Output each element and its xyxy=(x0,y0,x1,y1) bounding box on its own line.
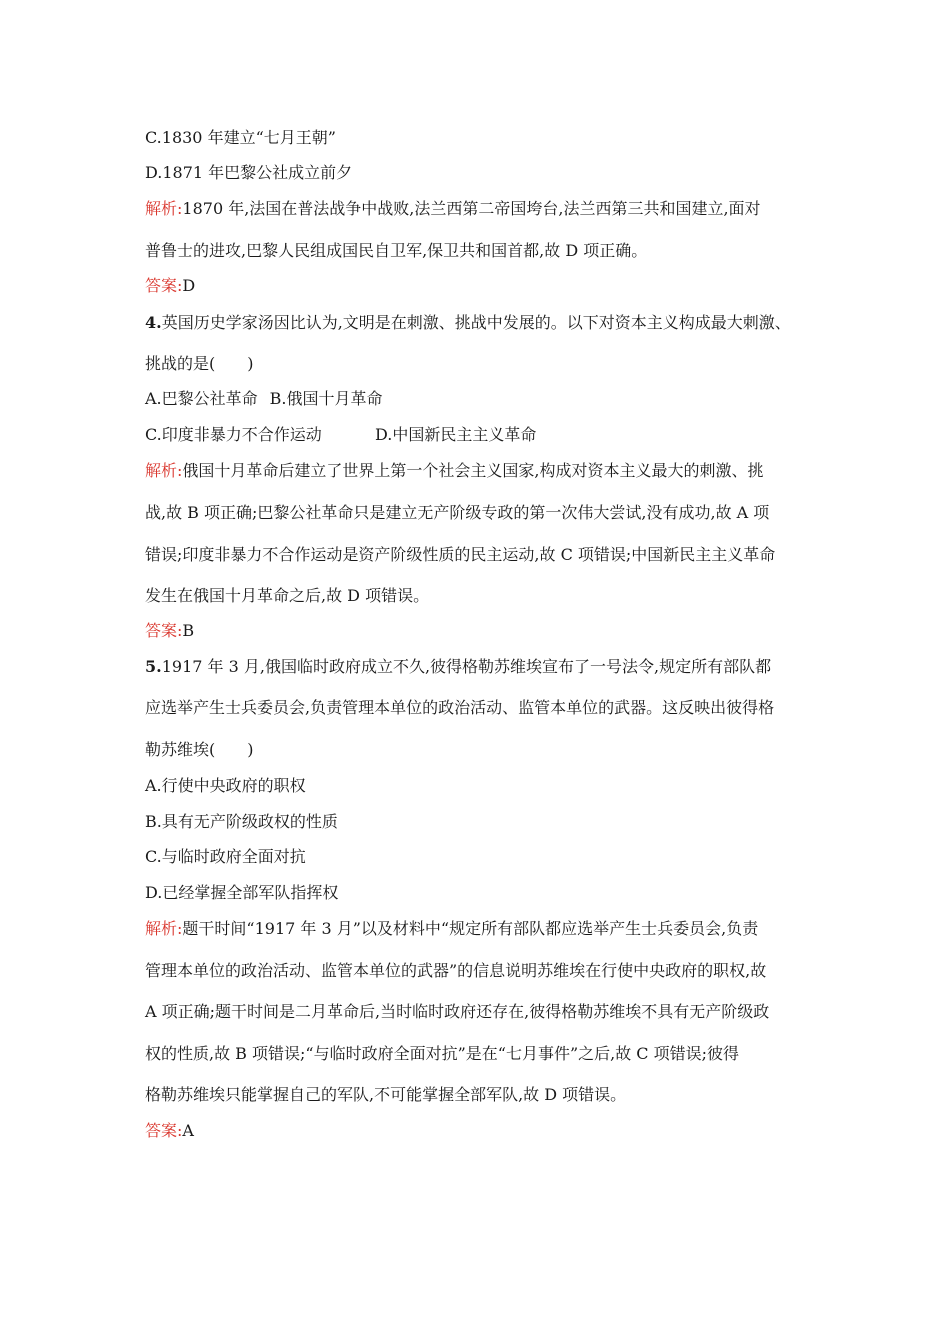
q3-analysis-line-1 xyxy=(145,198,761,220)
analysis-text: 俄国十月革命后建立了世界上第一个社会主义国家,构成对资本主义最大的刺激、挑 xyxy=(182,461,764,480)
analysis-text: 1870 年,法国在普法战争中战败,法兰西第二帝国垮台,法兰西第三共和国建立,面对 xyxy=(182,199,761,218)
question-number: 4. xyxy=(145,313,162,332)
q3-answer xyxy=(145,275,195,297)
q5-stem-line-1 xyxy=(145,656,771,678)
q4-option-b: B.俄国十月革命 xyxy=(269,389,383,408)
analysis-text: 题干时间“1917 年 3 月”以及材料中“规定所有部队都应选举产生士兵委员会,负责 xyxy=(182,919,759,938)
answer-label: 答案: xyxy=(145,276,183,295)
q5-answer xyxy=(145,1120,194,1142)
q4-analysis-line-4: 发生在俄国十月革命之后,故 D 项错误。 xyxy=(145,586,430,605)
answer-value: B xyxy=(182,621,195,640)
q5-stem-line-2: 应选举产生士兵委员会,负责管理本单位的政治活动、监管本单位的武器。这反映出彼得格 xyxy=(145,698,775,717)
q5-option-d: D.已经掌握全部军队指挥权 xyxy=(145,883,339,902)
q3-option-c: C.1830 年建立“七月王朝” xyxy=(145,128,336,147)
q5-option-a: A.行使中央政府的职权 xyxy=(145,776,306,795)
answer-label: 答案: xyxy=(145,1121,183,1140)
q4-stem-line-2: 挑战的是( ) xyxy=(145,354,254,373)
q5-option-b: B.具有无产阶级政权的性质 xyxy=(145,812,338,831)
answer-value: D xyxy=(182,276,196,295)
q3-analysis-line-2: 普鲁士的进攻,巴黎人民组成国民自卫军,保卫共和国首都,故 D 项正确。 xyxy=(145,241,648,260)
analysis-label: 解析: xyxy=(145,919,183,938)
q4-option-a: A.巴黎公社革命 xyxy=(145,389,258,408)
q4-option-c: C.印度非暴力不合作运动 xyxy=(145,425,322,444)
q4-option-d: D.中国新民主主义革命 xyxy=(375,425,537,444)
q5-analysis-line-4: 权的性质,故 B 项错误;“与临时政府全面对抗”是在“七月事件”之后,故 C 项错误;彼得 xyxy=(145,1044,740,1063)
q4-answer xyxy=(145,620,194,642)
stem-text: 1917 年 3 月,俄国临时政府成立不久,彼得格勒苏维埃宣布了一号法令,规定所有部队都 xyxy=(161,657,772,676)
q5-stem-line-3: 勒苏维埃( ) xyxy=(145,740,254,759)
answer-label: 答案: xyxy=(145,621,183,640)
q5-analysis-line-5: 格勒苏维埃只能掌握自己的军队,不可能掌握全部军队,故 D 项错误。 xyxy=(145,1085,627,1104)
q5-option-c: C.与临时政府全面对抗 xyxy=(145,847,306,866)
q5-analysis-line-3: A 项正确;题干时间是二月革命后,当时临时政府还存在,彼得格勒苏维埃不具有无产阶级政 xyxy=(145,1002,770,1021)
q4-stem-line-1 xyxy=(145,312,791,334)
q4-analysis-line-2: 战,故 B 项正确;巴黎公社革命只是建立无产阶级专政的第一次伟大尝试,没有成功,故 A 项 xyxy=(145,503,770,522)
q4-options-ab xyxy=(145,388,383,410)
q4-analysis-line-3: 错误;印度非暴力不合作运动是资产阶级性质的民主运动,故 C 项错误;中国新民主主义革命 xyxy=(145,545,776,564)
q5-analysis-line-1 xyxy=(145,918,758,940)
q5-analysis-line-2: 管理本单位的政治活动、监管本单位的武器”的信息说明苏维埃在行使中央政府的职权,故 xyxy=(145,961,767,980)
q3-option-d: D.1871 年巴黎公社成立前夕 xyxy=(145,163,353,182)
analysis-label: 解析: xyxy=(145,199,183,218)
answer-value: A xyxy=(182,1121,194,1140)
analysis-label: 解析: xyxy=(145,461,183,480)
q4-analysis-line-1 xyxy=(145,460,764,482)
stem-text: 英国历史学家汤因比认为,文明是在刺激、挑战中发展的。以下对资本主义构成最大刺激、 xyxy=(161,313,791,332)
question-number: 5. xyxy=(145,657,162,676)
